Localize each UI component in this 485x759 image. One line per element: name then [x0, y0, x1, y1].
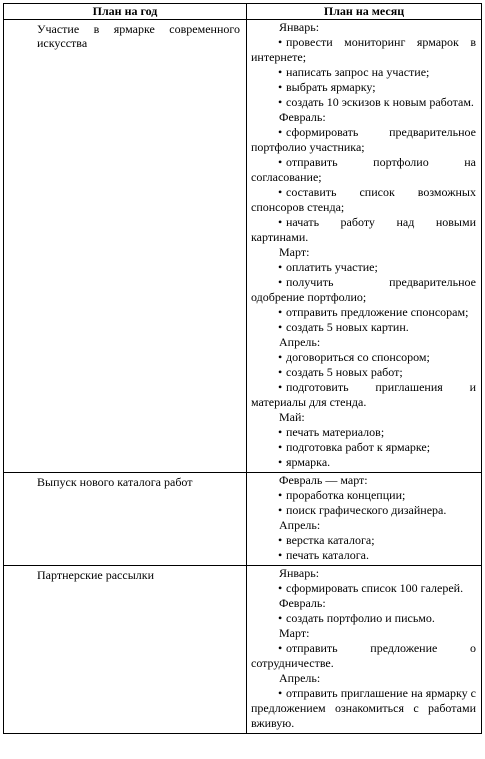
- task-text: отправить приглашение на ярмарку с предложением ознакомиться с работами вживую.: [251, 686, 476, 730]
- task-text: сформировать предварительное портфолио участника;: [251, 125, 476, 154]
- task-list-item: [251, 641, 476, 671]
- task-list-item: [251, 533, 476, 548]
- bullet-icon: •: [278, 125, 283, 139]
- bullet-icon: •: [278, 155, 283, 169]
- task-list-item: [251, 380, 476, 410]
- task-text: создать 10 эскизов к новым работам.: [286, 95, 474, 109]
- bullet-icon: •: [278, 611, 283, 625]
- task-list-item: [251, 65, 476, 80]
- task-text: оплатить участие;: [286, 260, 378, 274]
- task-list-item: [251, 686, 476, 731]
- task-text: проработка концепции;: [286, 488, 406, 502]
- task-list-item: [251, 488, 476, 503]
- task-list-item: [251, 425, 476, 440]
- task-list-item: [251, 305, 476, 320]
- bullet-icon: •: [278, 548, 283, 562]
- month-plan-cell: [247, 473, 482, 566]
- task-list-item: [251, 350, 476, 365]
- bullet-icon: •: [278, 365, 283, 379]
- table-row: [4, 473, 482, 566]
- task-text: поиск графического дизайнера.: [286, 503, 447, 517]
- task-text: создать 5 новых картин.: [286, 320, 409, 334]
- bullet-icon: •: [278, 425, 283, 439]
- task-text: создать 5 новых работ;: [286, 365, 403, 379]
- bullet-icon: •: [278, 455, 283, 469]
- bullet-icon: •: [278, 275, 283, 289]
- task-text: начать работу над новыми картинами.: [251, 215, 476, 244]
- task-list-item: [251, 80, 476, 95]
- month-plan-header: План на месяц: [247, 4, 482, 20]
- task-list-item: [251, 440, 476, 455]
- month-label: Апрель:: [279, 671, 321, 685]
- month-label: Март:: [279, 245, 310, 259]
- task-list-item: [251, 275, 476, 305]
- month-label: Февраль — март:: [279, 473, 368, 487]
- bullet-icon: •: [278, 440, 283, 454]
- task-text: верстка каталога;: [286, 533, 375, 547]
- task-text: отправить предложение спонсорам;: [286, 305, 469, 319]
- bullet-icon: •: [278, 35, 283, 49]
- task-list-item: [251, 35, 476, 65]
- task-text: написать запрос на участие;: [286, 65, 430, 79]
- task-list-item: [251, 365, 476, 380]
- task-text: печать материалов;: [286, 425, 385, 439]
- bullet-icon: •: [278, 350, 283, 364]
- month-label: Май:: [279, 410, 305, 424]
- task-list-item: [251, 125, 476, 155]
- table-header-row: [4, 4, 482, 20]
- month-label: Январь:: [279, 20, 320, 34]
- bullet-icon: •: [278, 215, 283, 229]
- table-row: [4, 566, 482, 734]
- bullet-icon: •: [278, 320, 283, 334]
- month-label: Январь:: [279, 566, 320, 580]
- task-list-item: [251, 215, 476, 245]
- month-label: Апрель:: [279, 518, 321, 532]
- task-text: подготовить приглашения и материалы для стенда.: [251, 380, 476, 409]
- plan-table: [3, 3, 482, 734]
- bullet-icon: •: [278, 533, 283, 547]
- bullet-icon: •: [278, 380, 283, 394]
- task-list-item: [251, 260, 476, 275]
- task-text: отправить предложение о сотрудничестве.: [251, 641, 476, 670]
- task-text: провести мониторинг ярмарок в интернете;: [251, 35, 476, 64]
- task-text: составить список возможных спонсоров стенда;: [251, 185, 476, 214]
- task-list-item: [251, 581, 476, 596]
- task-text: выбрать ярмарку;: [286, 80, 376, 94]
- bullet-icon: •: [278, 305, 283, 319]
- month-label: Апрель:: [279, 335, 321, 349]
- task-list-item: [251, 155, 476, 185]
- bullet-icon: •: [278, 185, 283, 199]
- task-text: печать каталога.: [286, 548, 369, 562]
- month-label: Март:: [279, 626, 310, 640]
- task-list-item: [251, 503, 476, 518]
- task-list-item: [251, 185, 476, 215]
- bullet-icon: •: [278, 488, 283, 502]
- task-text: подготовка работ к ярмарке;: [286, 440, 431, 454]
- task-text: ярмарка.: [286, 455, 331, 469]
- year-plan-header: План на год: [4, 4, 247, 20]
- month-label: Февраль:: [279, 596, 326, 610]
- year-goal-cell: Участие в ярмарке современного искусства: [4, 20, 247, 473]
- task-list-item: [251, 548, 476, 563]
- month-label: Февраль:: [279, 110, 326, 124]
- bullet-icon: •: [278, 581, 283, 595]
- month-plan-cell: [247, 20, 482, 473]
- bullet-icon: •: [278, 65, 283, 79]
- month-plan-cell: [247, 566, 482, 734]
- table-row: [4, 20, 482, 473]
- task-list-item: [251, 320, 476, 335]
- task-list-item: [251, 611, 476, 626]
- task-text: создать портфолио и письмо.: [286, 611, 435, 625]
- bullet-icon: •: [278, 503, 283, 517]
- bullet-icon: •: [278, 260, 283, 274]
- task-list-item: [251, 95, 476, 110]
- task-text: сформировать список 100 галерей.: [286, 581, 464, 595]
- bullet-icon: •: [278, 80, 283, 94]
- bullet-icon: •: [278, 686, 283, 700]
- task-text: отправить портфолио на согласование;: [251, 155, 476, 184]
- task-list-item: [251, 455, 476, 470]
- bullet-icon: •: [278, 641, 283, 655]
- year-goal-cell: Выпуск нового каталога работ: [4, 473, 247, 566]
- year-goal-cell: Партнерские рассылки: [4, 566, 247, 734]
- bullet-icon: •: [278, 95, 283, 109]
- task-text: договориться со спонсором;: [286, 350, 430, 364]
- task-text: получить предварительное одобрение портфолио;: [251, 275, 476, 304]
